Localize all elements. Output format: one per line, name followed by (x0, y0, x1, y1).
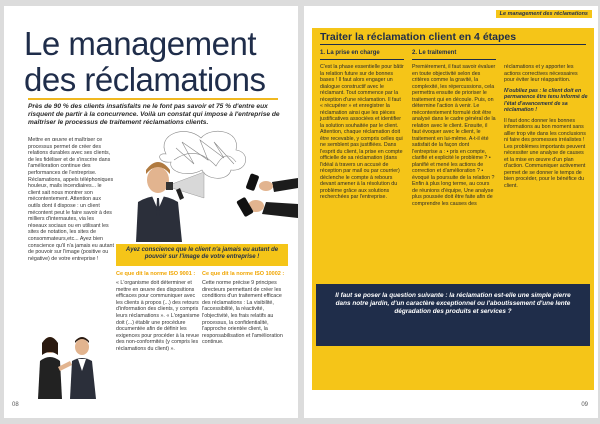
scribble-cloud-icon (160, 131, 246, 178)
intro-paragraph: Près de 90 % des clients insatisfaits ne le font pas savoir et 75 % d'entre eux risquent de partir à la concurrence. Voilà un constat qui impose à l'entreprise de maîtriser le processus de traitement réclamations clients. (28, 103, 280, 126)
iso-10002-column (202, 271, 286, 346)
iso-9001-column (116, 271, 200, 353)
iso-9001-text: « L'organisme doit déterminer et mettre en œuvre des dispositions efficaces pour communiquer avec les clients à propos (...) des retours d'information des clients, y compris leurs réclamations ». « L'organisme doit (...) établir une procédure documentée afin de définir les exigences pour procéder à la revue des non-conformités (y compris les réclamations du client) ». (116, 280, 200, 352)
steps-title: Traiter la réclamation client en 4 étapes (320, 31, 517, 43)
continued-text: réclamations et y apporter les actions correctives nécessaires pour éviter leur réapparition. (504, 64, 578, 83)
page-title (24, 26, 265, 98)
title-line-1: Le management (24, 25, 256, 62)
megaphone-icon (166, 172, 204, 200)
step-2-rule (412, 59, 496, 60)
man-figure (70, 337, 96, 399)
page-number-left: 08 (12, 402, 19, 408)
step-2-heading: 2. Le traitement (412, 50, 457, 56)
section-tag: Le management des réclamations (496, 10, 592, 18)
body-text: Mettre en œuvre et maîtriser ce processus permet de créer des relations durables avec ses clients, de les fidéliser et de s'inscrire dans l'amélioration continue des performances de l'entreprise. Réclamations, appels téléphoniques houleux, mails incendiaires... le client sait nous montrer son mécontentement. Attention aux outils dont il dispose : un client mécontent peut le faire savoir à des milliers d'internautes, via les réseaux sociaux ou en utilisant les sites de notation, les sites de consommateurs,etc... Ayez bien conscience qu'il n'a jamais eu autant de pouvoir sur l'image (positive ou négative) de votre entreprise ! (28, 137, 114, 262)
left-page (4, 6, 298, 418)
callout-box: Ayez conscience que le client n'a jamais eu autant de pouvoir sur l'image de votre entreprise ! (116, 244, 288, 266)
businessman-figure (136, 162, 182, 242)
right-page (304, 6, 598, 418)
step-continued-column (504, 64, 588, 189)
people-arguing-photo (30, 331, 100, 399)
iso-10002-text: Cette norme précise 9 principes directeurs permettant de créer les conditions d'un traitement efficace des réclamations : La visibilité, l'accessibilité, la réactivité, l'objectivité, les frais relatifs au processus, la confidentialité, l'approche orientée client, la responsabilisation et l'amélioration continue. (202, 280, 283, 346)
woman-figure (38, 337, 72, 399)
title-underline (28, 98, 278, 100)
title-rule (320, 44, 586, 45)
angry-phone-hands-illustration (236, 173, 298, 218)
advice-text: Il faut donc donner les bonnes informations au bon moment sans alller trop vite dans les conclusions ni faire des promesses irréalistes ! Les problèmes importants peuvent nécessiter une analyse de causes et la mise en œuvre d'un plan d'action. Communiquer activement permet de se donner le temps de bien procéder, pour le bénéfice du client. (504, 117, 586, 189)
title-line-2: des réclamations (24, 61, 266, 98)
step-1-rule (320, 59, 404, 60)
quote-box: Il faut se poser la question suivante : la réclamation est-elle une simple pierre dans notre jardin, d'un caractère exceptionnel ou l'aboutissement d'une lente dégradation des produits et services ? (316, 284, 590, 346)
reminder-note: N'oubliez pas : le client doit en permanence être tenu informé de l'état d'avancement de sa réclamation ! (504, 87, 588, 113)
step-1-heading: 1. La prise en charge (320, 50, 380, 56)
step-1-text: C'est la phase essentielle pour bâtir la relation future sur de bonnes bases ! Il faut alors engager un dialogue constructif avec le réclamant. Tout commence par la réception d'une réclamation. Il faut « récupérer » et enregistrer la réclamation ainsi que les pièces justificatives associées et identifier la solution souhaitée par le client. Attention, chaque réclamation doit être recevable, y compris celles qui ne semblent pas justifiées. Dans l'esprit du client, la prise en compte officielle de sa réclamation (dans l'idéal à travers un accusé de réception par mail ou par courrier) déclenche le compte à rebours devant amener à la résolution du problème grâce aux solutions recherchées par l'entreprise. (320, 64, 404, 200)
iso-9001-heading: Ce que dit la norme ISO 9001 : (116, 271, 196, 277)
page-number-right: 09 (581, 402, 588, 408)
iso-10002-heading: Ce que dit la norme ISO 10002 : (202, 271, 285, 277)
businessman-megaphone-illustration (116, 124, 298, 242)
step-2-text: Premièrement, il faut savoir évaluer en toute objectivité selon des critères comme la gravité, la complexité, les répercussions, cela permettra ensuite de prioriser le traitement qui en découle. Puis, on détermine l'action à venir. Le mécontentement formulé doit être analysé dans le cadre général de la relation avec le client. Ensuite, il faut évoquer avec le client, le traitement en lui-même. A-t-il été satisfait de la façon dont l'entreprise a : • pris en compte, clarifié et explicité le problème ? • planifié et mené les actions de correction et d'amélioration ? • évoqué la poursuite de la relation ? Enfin à plus long terme, au cours de réunions d'équipe, Une analyse plus poussée doit être faite afin de comprendre les causes des (412, 64, 496, 207)
